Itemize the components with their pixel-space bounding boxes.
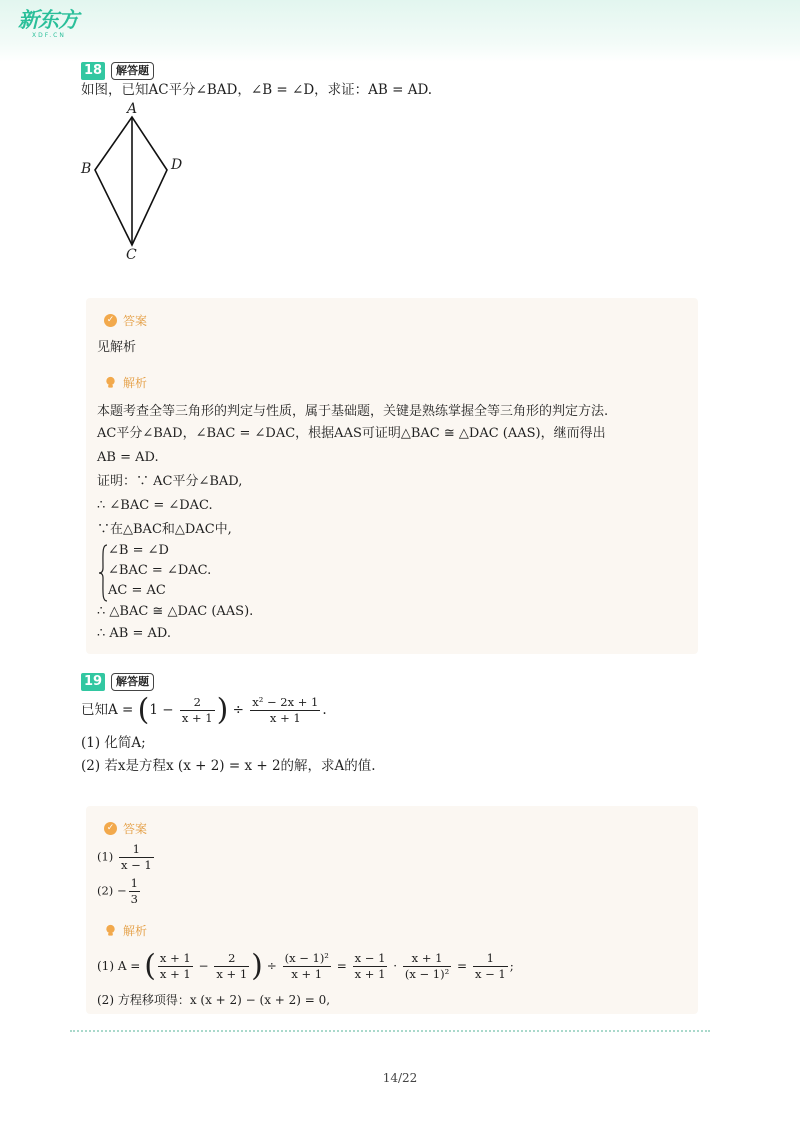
lightbulb-icon — [104, 376, 117, 389]
logo-text: 新东方 — [18, 8, 78, 32]
question-18-header — [81, 62, 154, 80]
lightbulb-icon — [104, 924, 117, 937]
analysis-line: ∠BAC = ∠DAC. — [108, 563, 212, 578]
point-label-d: D — [171, 157, 183, 173]
answer-box-18 — [86, 298, 698, 654]
fraction: $\frac{1}{x - 1}$ — [120, 842, 152, 872]
point-label-b: B — [81, 161, 92, 177]
fraction: $\frac{x + 1}{x + 1}$ — [159, 951, 191, 981]
logo-subtext: XDF.CN — [32, 32, 66, 39]
answer-part-1: (1) $\frac{1}{x - 1}$ — [97, 842, 152, 872]
analysis-line: ∴ △BAC ≅ △DAC (AAS). — [97, 604, 254, 619]
kite-outline — [95, 117, 167, 245]
fraction: $\frac{x - 1}{x + 1}$ — [354, 951, 386, 981]
analysis-line: AC平分∠BAD，∠BAC = ∠DAC，根据AAS可证明△BAC ≅ △DAC (AAS)，继而得出 — [97, 426, 606, 441]
analysis-line: ∠B = ∠D — [108, 543, 169, 558]
fraction: $\frac{1}{3}$ — [130, 876, 138, 906]
analysis-line: ∵在△BAC和△DAC中, — [97, 522, 232, 537]
fraction: $\frac{\text{(x − 1)²}}{x + 1}$ — [284, 951, 329, 981]
point-label-c: C — [126, 247, 137, 263]
question-type-badge: 解答题 — [111, 62, 154, 80]
page-number: 14/22 — [382, 1071, 418, 1085]
analysis-line: AB = AD. — [97, 450, 159, 465]
fraction: $\frac{2}{x + 1}$ — [216, 951, 248, 981]
brace-icon — [98, 544, 108, 602]
analysis-line: 证明：∵ AC平分∠BAD, — [97, 474, 243, 489]
page-divider — [70, 1030, 710, 1032]
analysis-heading: 解析 — [104, 374, 147, 391]
question-18-stem: 如图，已知AC平分∠BAD，∠B = ∠D，求证：AB = AD. — [81, 82, 433, 98]
question-number: 18 — [81, 62, 105, 80]
header-banner — [0, 0, 800, 62]
point-label-a: A — [127, 101, 138, 117]
kite-diagram — [80, 105, 190, 267]
kite-figure — [80, 101, 190, 267]
question-19-stem: 已知A = (1 − $\frac{2}{x + 1}$ ) ÷ $\frac{\text{x² − 2x + 1}}{x + 1}$ . — [81, 692, 327, 728]
analysis-part-2: (2) 方程移项得：x (x + 2) − (x + 2) = 0, — [97, 993, 331, 1007]
question-number: 19 — [81, 673, 105, 691]
question-19-header — [81, 673, 154, 691]
question-type-badge: 解答题 — [111, 673, 154, 691]
question-19-part-2: (2) 若x是方程x (x + 2) = x + 2的解，求A的值. — [81, 758, 376, 774]
brand-logo — [18, 8, 78, 39]
answer-text: 见解析 — [97, 340, 137, 355]
check-icon: ✓ — [104, 314, 117, 327]
fraction: $\frac{x + 1}{\text{(x − 1)²}}$ — [404, 951, 450, 981]
analysis-line: ∴ ∠BAC = ∠DAC. — [97, 498, 213, 513]
analysis-line: AC = AC — [108, 583, 166, 598]
answer-heading: ✓ 答案 — [104, 820, 147, 837]
answer-box-19 — [86, 806, 698, 1014]
analysis-part-1: (1) A = ( $\frac{x + 1}{x + 1}$ − $\frac{2}{x + 1}$ ) ÷ $\frac{\text{(x − 1)²}}{x + 1}$ = $\frac{x - 1}{x + 1}$ · $\frac{x + 1}{\text{(x − 1)²}}$ = $\frac{1}{x - 1}$ ; — [97, 948, 514, 984]
answer-heading: ✓ 答案 — [104, 312, 147, 329]
analysis-heading: 解析 — [104, 922, 147, 939]
question-19-part-1: (1) 化简A; — [81, 735, 146, 751]
analysis-line: 本题考查全等三角形的判定与性质，属于基础题，关键是熟练掌握全等三角形的判定方法. — [97, 404, 609, 419]
check-icon: ✓ — [104, 822, 117, 835]
fraction: $\frac{2}{x + 1}$ — [181, 695, 213, 725]
fraction: $\frac{1}{x - 1}$ — [474, 951, 506, 981]
analysis-line: ∴ AB = AD. — [97, 626, 171, 641]
fraction: $\frac{\text{x² − 2x + 1}}{x + 1}$ — [252, 695, 319, 725]
answer-part-2: (2) − $\frac{1}{3}$ — [97, 876, 138, 906]
